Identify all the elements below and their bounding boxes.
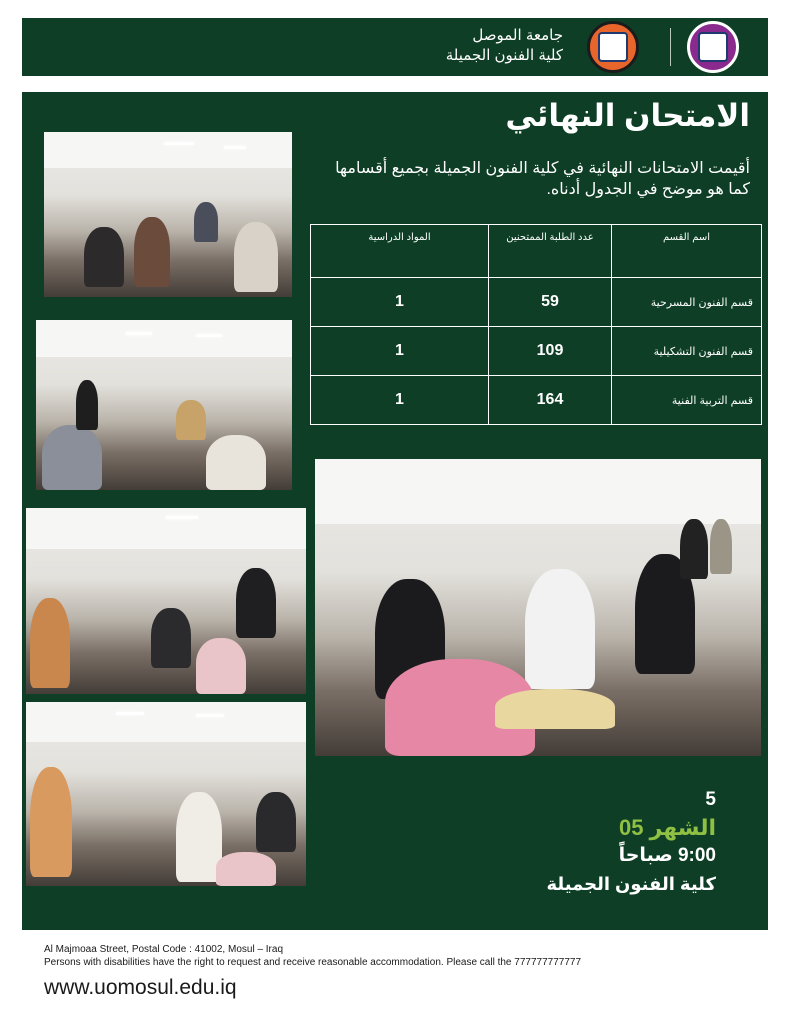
table-row [311, 376, 762, 425]
footer-website-link[interactable]: www.uomosul.edu.iq [44, 976, 237, 999]
exam-table [310, 224, 762, 425]
exam-day: 5 [705, 789, 716, 810]
intro-text: أقيمت الامتحانات النهائية في كلية الفنون الجميلة بجميع أقسامها كما هو موضح في الجدول أدناه. [335, 160, 750, 198]
page-title: الامتحان النهائي [505, 98, 750, 133]
footer-address: Al Majmoaa Street, Postal Code : 41002, Mosul – Iraq [44, 944, 284, 955]
cell-subjects: 1 [311, 278, 489, 327]
header-department: اسم القسم [612, 225, 762, 278]
exam-hall-photo-2 [36, 320, 292, 490]
cell-department: قسم التربية الفنية [612, 376, 762, 425]
exam-month: الشهر 05 [619, 815, 716, 840]
college-name: كلية الفنون الجميلة [445, 47, 563, 64]
footer-notice: Persons with disabilities have the right to request and receive reasonable accommodation. Please call the 777777777777 [44, 957, 582, 968]
exam-schedule [546, 786, 716, 898]
cell-subjects: 1 [311, 327, 489, 376]
university-name: جامعة الموصل [472, 27, 563, 44]
exam-time: 9:00 صباحاً [618, 845, 716, 866]
cell-department: قسم الفنون المسرحية [612, 278, 762, 327]
main-panel [22, 92, 768, 930]
exam-location: كلية الفنون الجميلة [546, 874, 716, 894]
logo-divider [670, 28, 671, 66]
footer [44, 943, 581, 1000]
cell-students: 109 [489, 327, 612, 376]
exam-hall-photo-1 [44, 132, 292, 297]
header-students: عدد الطلبة الممتحنين [489, 225, 612, 278]
header-subjects: المواد الدراسية [311, 225, 489, 278]
exam-hall-photo-3 [26, 508, 306, 694]
college-logo-icon [687, 21, 739, 73]
header-bar [22, 18, 768, 76]
exam-hall-photo-4 [26, 702, 306, 886]
table-header-row [311, 225, 762, 278]
cell-subjects: 1 [311, 376, 489, 425]
university-logo-icon [587, 21, 639, 73]
cell-students: 164 [489, 376, 612, 425]
table-row [311, 327, 762, 376]
exam-hall-photo-large [315, 459, 761, 756]
cell-students: 59 [489, 278, 612, 327]
header-text [446, 26, 563, 66]
cell-department: قسم الفنون التشكيلية [612, 327, 762, 376]
table-row [311, 278, 762, 327]
